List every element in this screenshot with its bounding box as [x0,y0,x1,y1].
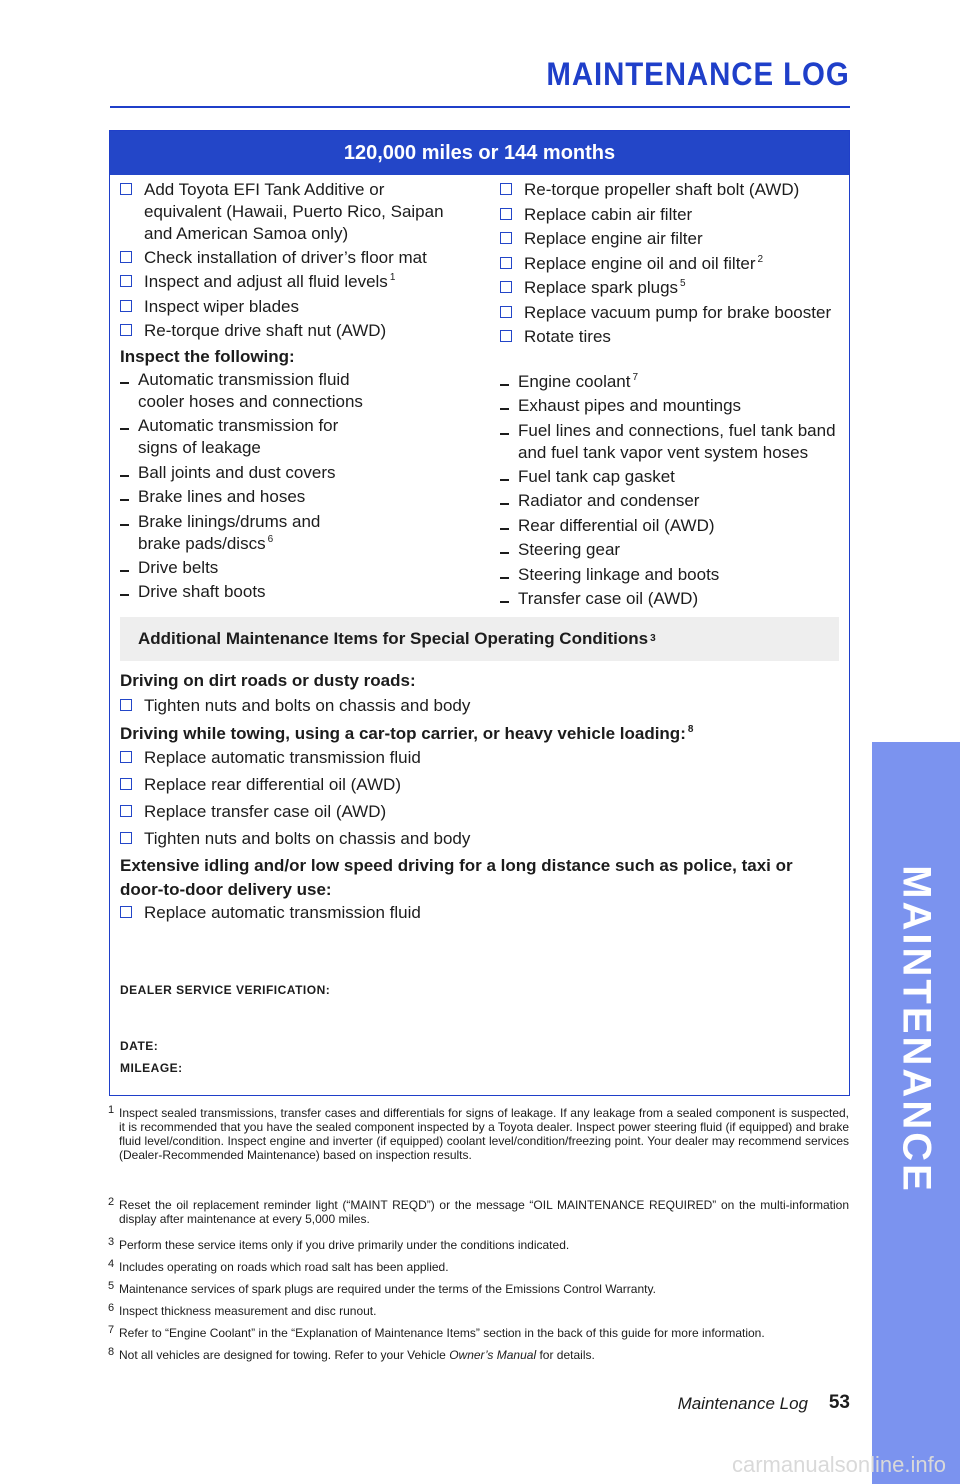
dash-bullet [120,499,129,501]
checkbox[interactable] [500,306,512,318]
checkbox[interactable] [120,832,132,844]
checklist-item: Replace cabin air filter [500,204,845,226]
checkbox[interactable] [120,324,132,336]
maintenance-log-box [109,130,850,1096]
inspect-item: Transfer case oil (AWD) [500,588,845,610]
checklist-item: Replace engine oil and oil filter $^2$ [500,253,845,275]
checkbox[interactable] [120,805,132,817]
footnote: 6 Inspect thickness measurement and disc runout. [108,1302,377,1318]
dash-bullet [500,384,509,386]
dash-bullet [500,408,509,410]
condition-label: Extensive idling and/or low speed driving for a long distance such as police, taxi or [120,856,793,875]
page-title: MAINTENANCE LOG [546,56,850,92]
footnote: 2 Reset the oil replacement reminder light (“MAINT REQD”) or the message “OIL MAINTENANCE REQUIRED” on the multi-information display after maintenance at every 5,000 miles. [108,1196,849,1226]
inspect-item: Drive shaft boots [120,581,465,603]
checklist-item: Rotate tires [500,326,845,348]
inspect-item: Automatic transmission fluid cooler hoses and connections [120,369,465,413]
checkbox[interactable] [120,251,132,263]
special-conditions-header: Additional Maintenance Items for Special Operating Conditions 3 [120,617,839,661]
inspect-item: Automatic transmission for signs of leakage [120,415,465,459]
checkbox[interactable] [120,275,132,287]
dash-bullet [120,594,129,596]
checklist-item: Replace vacuum pump for brake booster [500,302,845,324]
side-tab-label: MAINTENANCE [894,865,939,1194]
inspect-item: Drive belts [120,557,465,579]
footnote-ref: 8 [687,724,694,736]
dash-bullet [500,552,509,554]
checklist-item: Inspect and adjust all fluid levels $^1$ [120,271,465,293]
checkbox[interactable] [120,699,132,711]
checklist-item: Check installation of driver’s floor mat [120,247,465,269]
checklist-item: Tighten nuts and bolts on chassis and body [120,828,839,850]
dash-bullet [120,475,129,477]
watermark: carmanualsonline.info [731,1452,946,1477]
inspect-item: Ball joints and dust covers [120,462,465,484]
checkbox[interactable] [120,906,132,918]
condition-label: Driving on dirt roads or dusty roads: [120,671,416,690]
dash-bullet [500,433,509,435]
checkbox[interactable] [120,300,132,312]
checklist-item: Replace automatic transmission fluid [120,902,839,924]
section-side-tab[interactable] [872,742,960,1484]
dash-bullet [500,601,509,603]
dash-bullet [500,503,509,505]
checklist-item: Replace rear differential oil (AWD) [120,774,839,796]
inspect-item: Engine coolant $^7$ [500,371,845,393]
checkbox[interactable] [120,751,132,763]
checklist-item: Replace transfer case oil (AWD) [120,801,839,823]
checkbox[interactable] [500,257,512,269]
inspect-label: Inspect the following: [120,347,295,366]
title-divider [110,106,850,108]
service-columns [110,175,849,615]
checklist-item: Inspect wiper blades [120,296,465,318]
dash-bullet [120,382,129,384]
footnote-ref: 7 [632,372,639,384]
checkbox[interactable] [500,208,512,220]
dash-bullet [500,577,509,579]
inspect-item: Fuel lines and connections, fuel tank band and fuel tank vapor vent system hoses [500,420,845,464]
dealer-verification-label: DEALER SERVICE VERIFICATION: [120,983,331,997]
footer-section-label: Maintenance Log [677,1394,808,1413]
checklist-item: Re-torque drive shaft nut (AWD) [120,320,465,342]
checklist-item: Replace engine air filter [500,228,845,250]
inspect-item: Steering gear [500,539,845,561]
checkbox[interactable] [500,281,512,293]
footnote: 3 Perform these service items only if you drive primarily under the conditions indicated. [108,1236,570,1252]
inspect-item: Steering linkage and boots [500,564,845,586]
footnote: 5 Maintenance services of spark plugs are required under the terms of the Emissions Control Warranty. [108,1280,656,1296]
condition-label: Driving while towing, using a car-top carrier, or heavy vehicle loading: $^8$ [120,724,694,743]
dash-bullet [120,524,129,526]
footnote: 1 Inspect sealed transmissions, transfer cases and differentials for signs of leakage. If any leakage from a sealed component is suspected, it is recommended that you have the sealed component inspected by a Toyota dealer. Inspect power steering fluid (if equipped) and brake fluid level/condition. Inspect engine and inverter (if equipped) coolant level/condition/freezing point. Your dealer may recommend services (Dealer-Recommended Maintenance) based on inspection results. [108,1104,849,1162]
inspect-item: Brake lines and hoses [120,486,465,508]
mileage-label: MILEAGE: [120,1061,183,1075]
dash-bullet [500,479,509,481]
inspect-item: Brake linings/drums and brake pads/discs $^6$ [120,511,465,555]
checklist-item: Add Toyota EFI Tank Additive or equivalent (Hawaii, Puerto Rico, Saipan and American Samoa only) [120,179,465,245]
checkbox[interactable] [120,183,132,195]
footnote: 4 Includes operating on roads which road salt has been applied. [108,1258,449,1274]
checkbox[interactable] [500,183,512,195]
condition-label: door-to-door delivery use: [120,880,332,899]
checklist-item: Tighten nuts and bolts on chassis and body [120,695,839,717]
footnote-ref: 5 [680,278,686,290]
interval-header: 120,000 miles or 144 months [110,131,849,175]
footnote: 7 Refer to “Engine Coolant” in the “Explanation of Maintenance Items” section in the back of this guide for more information. [108,1324,765,1340]
dash-bullet [120,428,129,430]
inspect-item: Rear differential oil (AWD) [500,515,845,537]
inspect-item: Radiator and condenser [500,490,845,512]
date-label: DATE: [120,1039,159,1053]
inspect-item: Exhaust pipes and mountings [500,395,845,417]
checklist-item: Re-torque propeller shaft bolt (AWD) [500,179,845,201]
inspect-item: Fuel tank cap gasket [500,466,845,488]
footnote: 8 Not all vehicles are designed for towing. Refer to your Vehicle Owner’s Manual for details. [108,1346,595,1362]
dash-bullet [120,570,129,572]
footnote-ref: 1 [389,272,396,284]
footnote-ref: 6 [267,534,274,546]
checklist-item: Replace automatic transmission fluid [120,747,839,769]
checkbox[interactable] [500,232,512,244]
dash-bullet [500,528,509,530]
checklist-item: Replace spark plugs $^5$ [500,277,845,299]
checkbox[interactable] [120,778,132,790]
checkbox[interactable] [500,330,512,342]
footnote-ref: 2 [757,254,764,266]
page-number: 53 [828,1392,850,1413]
